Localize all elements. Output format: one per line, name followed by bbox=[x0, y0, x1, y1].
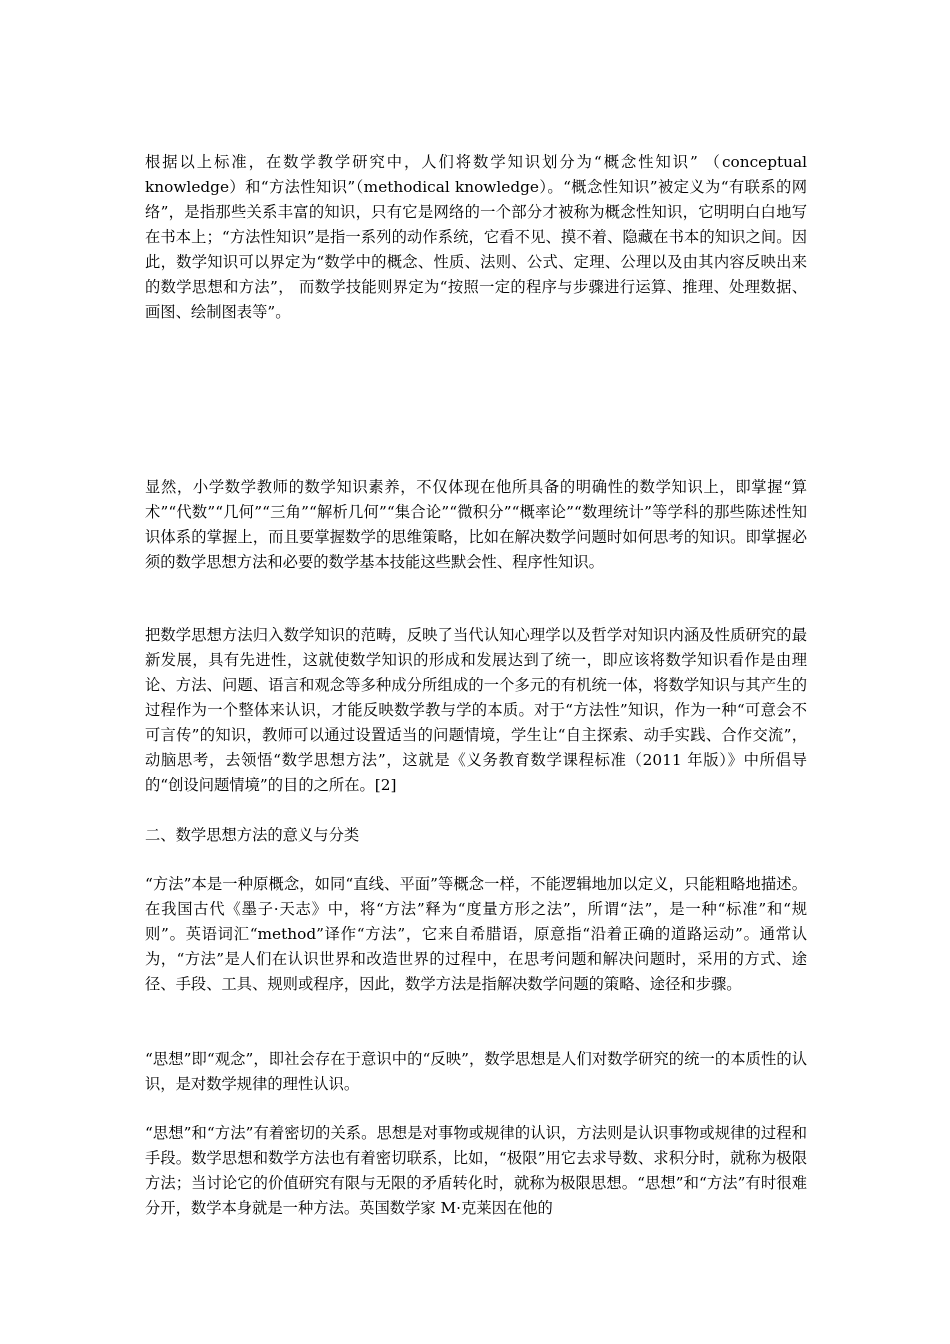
paragraph-knowledge-classification: 根据以上标准，在数学教学研究中，人们将数学知识划分为“概念性知识” （conceptual knowledge）和“方法性知识”（methodical knowledge）。“概念性知识”被定义为“有联系的网络”，是指那些关系丰富的知识，只有它是网络的一个部分才被称为概念性知识，它明明白白地写在书本上；“方法性知识”是指一系列的动作系统，它看不见、摸不着、隐藏在书本的知识之间。因此，数学知识可以界定为“数学中的概念、性质、法则、公式、定理、公理以及由其内容反映出来的数学思想和方法”， 而数学技能则界定为“按照一定的程序与步骤进行运算、推理、处理数据、画图、绘制图表等”。 bbox=[145, 153, 807, 321]
section-heading: 二、数学思想方法的意义与分类 bbox=[145, 826, 360, 844]
paragraph-thought-definition: “思想”即“观念”，即社会存在于意识中的“反映”，数学思想是人们对数学研究的统一的本质性的认识，是对数学规律的理性认识。 bbox=[145, 1050, 807, 1093]
paragraph-thinking-methods-scope: 把数学思想方法归入数学知识的范畴，反映了当代认知心理学以及哲学对知识内涵及性质研究的最新发展，具有先进性，这就使数学知识的形成和发展达到了统一，即应该将数学知识看作是由理论、方法、问题、语言和观念等多种成分所组成的一个多元的有机统一体，将数学知识与其产生的过程作为一个整体来认识，才能反映数学教与学的本质。对于“方法性”知识，作为一种“可意会不可言传”的知识，教师可以通过设置适当的问题情境，学生让“自主探索、动手实践、合作交流”，动脑思考，去领悟“数学思想方法”，这就是《义务教育数学课程标准（2011 年版）》中所倡导的“创设问题情境”的目的之所在。[2] bbox=[145, 626, 807, 794]
paragraph-thought-method-relation: “思想”和“方法”有着密切的关系。思想是对事物或规律的认识，方法则是认识事物或规律的过程和手段。数学思想和数学方法也有着密切联系，比如，“极限”用它去求导数、求积分时，就称为极限方法；当讨论它的价值研究有限与无限的矛盾转化时，就称为极限思想。“思想”和“方法”有时很难分开，数学本身就是一种方法。英国数学家 M·克莱因在他的 bbox=[145, 1124, 807, 1217]
paragraph-method-definition: “方法”本是一种原概念，如同“直线、平面”等概念一样，不能逻辑地加以定义，只能粗略地描述。在我国古代《墨子·天志》中，将“方法”释为“度量方形之法”，所谓“法”，是一种“标准”和“规则”。英语词汇“method”译作“方法”，它来自希腊语，原意指“沿着正确的道路运动”。通常认为，“方法”是人们在认识世界和改造世界的过程中，在思考问题和解决问题时，采用的方式、途径、手段、工具、规则或程序，因此，数学方法是指解决数学问题的策略、途径和步骤。 bbox=[145, 875, 807, 993]
paragraph-teacher-knowledge: 显然，小学数学教师的数学知识素养，不仅体现在他所具备的明确性的数学知识上，即掌握“算术”“代数”“几何”“三角”“解析几何”“集合论”“微积分”“概率论”“数理统计”等学科的那些陈述性知识体系的掌握上，而且要掌握数学的思维策略，比如在解决数学问题时如何思考的知识。即掌握必须的数学思想方法和必要的数学基本技能这些默会性、程序性知识。 bbox=[145, 478, 807, 571]
